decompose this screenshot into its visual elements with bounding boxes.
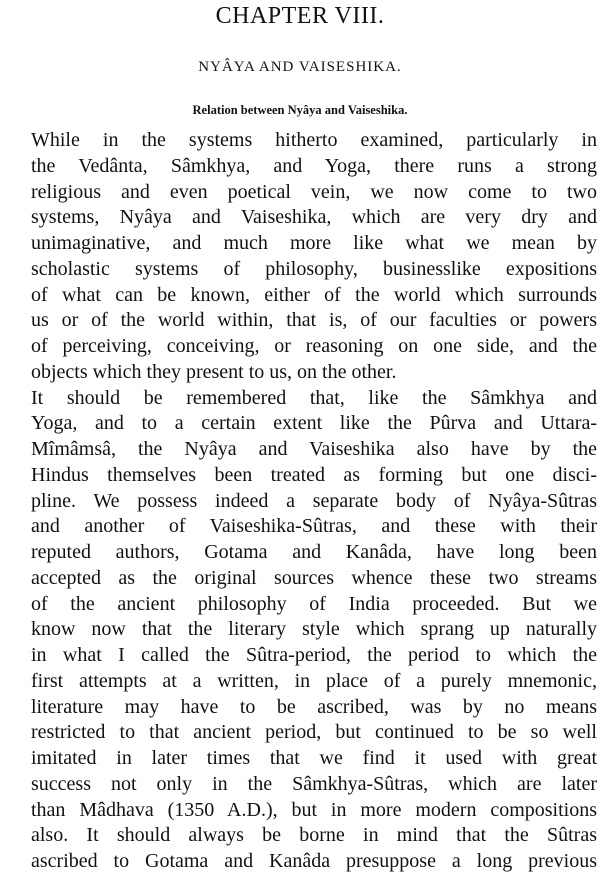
- text-line: literature may have to be ascribed, was by no means: [31, 695, 597, 718]
- text-line: objects which they present to us, on the other.: [31, 360, 397, 383]
- text-line: reputed authors, Gotama and Kanâda, have long been: [31, 541, 597, 563]
- text-line: ascribed to Gotama and Kanâda presuppose a long previous: [31, 850, 597, 872]
- chapter-heading: CHAPTER VIII.: [215, 3, 385, 29]
- text-line: know now that the literary style which sprang up naturally: [31, 618, 597, 641]
- text-line: of perceiving, conceiving, or reasoning on one side, and the: [31, 335, 597, 357]
- text-line: the Vedânta, Sâmkhya, and Yoga, there runs a strong: [31, 154, 597, 177]
- text-line: of the ancient philosophy of India proceeded. But we: [31, 592, 597, 615]
- subsection-title: Relation between Nyâya and Vaiseshika.: [192, 103, 408, 117]
- text-line: us or of the world within, that is, of our faculties or powers: [31, 309, 597, 332]
- body-text: [31, 128, 597, 875]
- text-line: While in the systems hitherto examined, particularly in: [31, 129, 597, 151]
- text-line: accepted as the original sources whence these two streams: [31, 566, 597, 589]
- text-line: It should be remembered that, like the Sâmkhya and: [31, 386, 597, 409]
- text-line: religious and even poetical vein, we now come to two: [31, 180, 597, 203]
- text-line: first attempts at a written, in place of a purely mnemonic,: [31, 669, 597, 692]
- text-line: scholastic systems of philosophy, businesslike expositions: [31, 257, 597, 280]
- text-line: and another of Vaiseshika-Sûtras, and these with their: [31, 515, 597, 538]
- text-line: Mîmâmsâ, the Nyâya and Vaiseshika also have by the: [31, 438, 597, 460]
- text-line: than Mâdhava (1350 A.D.), but in more modern compositions: [31, 798, 597, 821]
- text-line: imitated in later times that we find it used with great: [31, 747, 597, 769]
- text-line: of what can be known, either of the world which surrounds: [31, 283, 597, 306]
- text-line: restricted to that ancient period, but continued to be so well: [31, 721, 597, 744]
- text-line: in what I called the Sûtra-period, the period to which the: [31, 644, 597, 666]
- section-title: NYÂYA AND VAISESHIKA.: [198, 59, 402, 75]
- text-line: pline. We possess indeed a separate body of Nyâya-Sûtras: [31, 489, 597, 512]
- text-line: systems, Nyâya and Vaiseshika, which are very dry and: [31, 206, 597, 229]
- text-line: Hindus themselves been treated as forming but one disci-: [31, 463, 597, 486]
- text-line: Yoga, and to a certain extent like the Pûrva and Uttara-: [31, 412, 597, 435]
- text-line: also. It should always be borne in mind that the Sûtras: [31, 824, 597, 847]
- text-line: success not only in the Sâmkhya-Sûtras, which are later: [31, 772, 597, 795]
- text-line: unimaginative, and much more like what we mean by: [31, 232, 597, 254]
